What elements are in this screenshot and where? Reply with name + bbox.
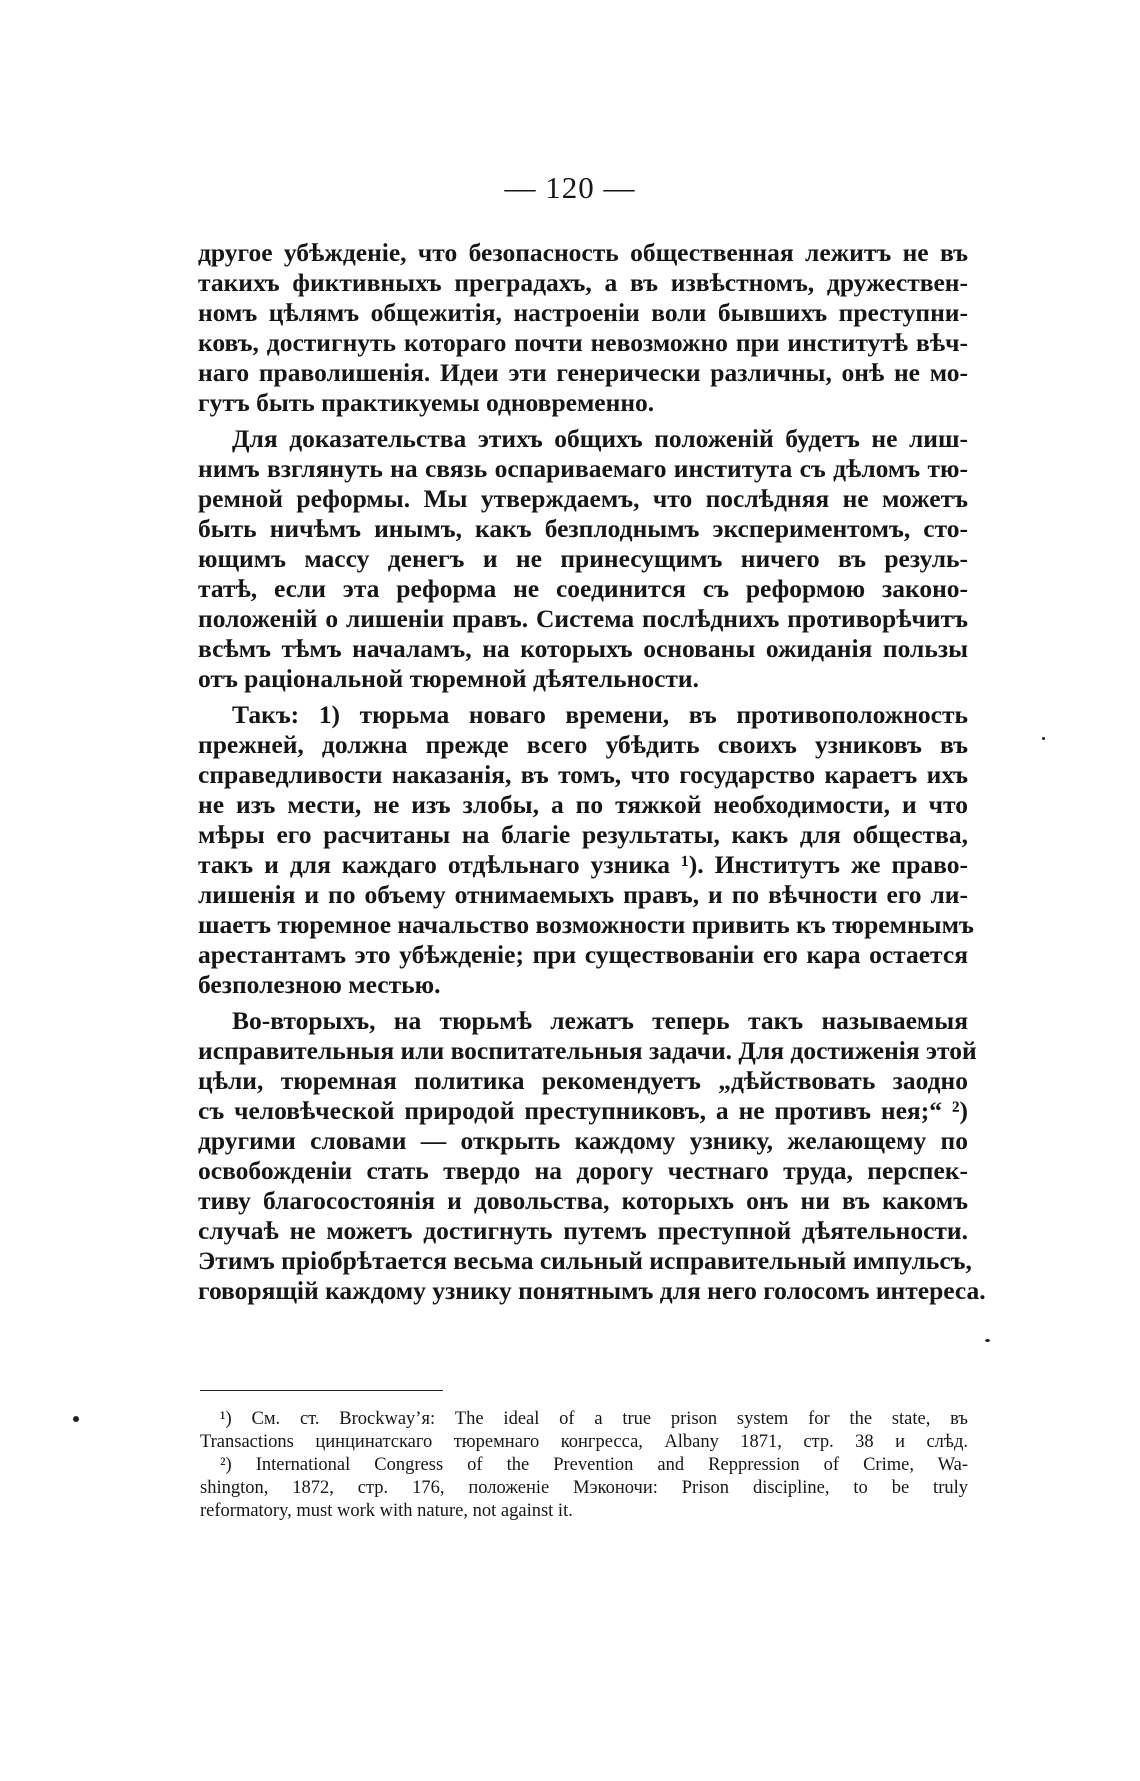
scan-speck: [73, 1416, 79, 1422]
text-line: другими словами — открыть каждому узнику, желающему по: [198, 1126, 968, 1155]
paragraph-1: [198, 238, 968, 418]
footnote-line: reformatory, must work with nature, not against it.: [200, 1501, 573, 1521]
footnote-line: ¹) См. ст. Brockway’я: The ideal of a true prison system for the state, въ: [220, 1409, 968, 1429]
text-line: освобожденіи стать твердо на дорогу честнаго труда, перспек-: [198, 1156, 968, 1185]
text-line: наго праволишенія. Идеи эти генерически различны, онѣ не мо-: [198, 358, 968, 387]
text-line: безполезною местью.: [198, 970, 441, 999]
text-line: ющимъ массу денегъ и не принесущимъ ничего въ резуль-: [198, 544, 968, 573]
text-line: лишенія и по объему отнимаемыхъ правъ, и по вѣчности его ли-: [198, 880, 968, 909]
text-line: татѣ, если эта реформа не соединится съ реформою законо-: [198, 574, 968, 603]
text-line: положеній о лишеніи правъ. Система послѣднихъ противорѣчитъ: [198, 604, 968, 633]
text-line: прежней, должна прежде всего убѣдить своихъ узниковъ въ: [198, 730, 968, 759]
text-line: такъ и для каждаго отдѣльнаго узника ¹). Институтъ же право-: [198, 850, 968, 879]
text-line: цѣли, тюремная политика рекомендуетъ „дѣйствовать заодно: [198, 1066, 968, 1095]
text-line: гутъ быть практикуемы одновременно.: [198, 388, 655, 417]
text-line: такихъ фиктивныхъ преградахъ, а въ извѣстномъ, дружествен-: [198, 268, 968, 297]
text-line: отъ раціональной тюремной дѣятельности.: [198, 664, 699, 693]
paragraph-3: [198, 700, 974, 1000]
text-line: шаетъ тюремное начальство возможности привить къ тюремнымъ: [198, 910, 974, 939]
scan-speck: [985, 1339, 990, 1342]
text-line: другое убѣжденіе, что безопасность общественная лежитъ не въ: [198, 238, 968, 267]
paragraph-4: [198, 1006, 986, 1306]
scan-speck: [1042, 737, 1045, 740]
footnotes: [200, 1408, 968, 1523]
footnote-line: shington, 1872, стр. 176, положеніе Мэконочи: Prison discipline, to be truly: [200, 1478, 968, 1498]
text-line: случаѣ не можетъ достигнуть путемъ преступной дѣятельности.: [198, 1216, 968, 1245]
footnote-2: [200, 1454, 968, 1523]
footnote-1: [200, 1408, 968, 1454]
text-line: Во-вторыхъ, на тюрьмѣ лежатъ теперь такъ называемыя: [232, 1006, 968, 1035]
text-line: говорящій каждому узнику понятнымъ для него голосомъ интереса.: [198, 1276, 986, 1305]
text-line: тиву благосостоянія и довольства, которыхъ онъ ни въ какомъ: [198, 1186, 968, 1215]
text-line: Для доказательства этихъ общихъ положеній будетъ не лиш-: [232, 424, 968, 453]
footnote-divider: [200, 1390, 443, 1391]
text-line: быть ничѣмъ инымъ, какъ безплоднымъ экспериментомъ, сто-: [198, 514, 968, 543]
text-line: ремной реформы. Мы утверждаемъ, что послѣдняя не можетъ: [198, 484, 968, 513]
text-line: арестантамъ это убѣжденіе; при существованіи его кара остается: [198, 940, 968, 969]
text-line: Такъ: 1) тюрьма новаго времени, въ противоположность: [232, 700, 968, 729]
body-text: [198, 238, 986, 1306]
text-line: съ человѣческой природой преступниковъ, а не противъ нея;“ ²): [198, 1096, 968, 1125]
page-number: — 120 —: [504, 170, 636, 205]
text-line: нимъ взглянуть на связь оспариваемаго института съ дѣломъ тю-: [198, 454, 968, 483]
text-line: не изъ мести, не изъ злобы, а по тяжкой необходимости, и что: [198, 790, 968, 819]
text-line: номъ цѣлямъ общежитія, настроеніи воли бывшихъ преступни-: [198, 298, 968, 327]
text-line: всѣмъ тѣмъ началамъ, на которыхъ основаны ожиданія пользы: [198, 634, 968, 663]
footnote-line: ²) International Congress of the Prevention and Reppression of Crime, Wa-: [220, 1455, 968, 1475]
text-line: мѣры его расчитаны на благіе результаты, какъ для общества,: [198, 820, 968, 849]
footnote-line: Transactions цинцинатскаго тюремнаго конгресса, Albany 1871, стр. 38 и слѣд.: [200, 1432, 968, 1452]
paragraph-2: [198, 424, 968, 694]
text-line: Этимъ пріобрѣтается весьма сильный исправительный импульсъ,: [198, 1246, 972, 1275]
text-line: исправительныя или воспитательныя задачи. Для достиженія этой: [198, 1036, 977, 1065]
text-line: справедливости наказанія, въ томъ, что государство караетъ ихъ: [198, 760, 968, 789]
text-line: ковъ, достигнуть котораго почти невозможно при институтѣ вѣч-: [198, 328, 968, 357]
